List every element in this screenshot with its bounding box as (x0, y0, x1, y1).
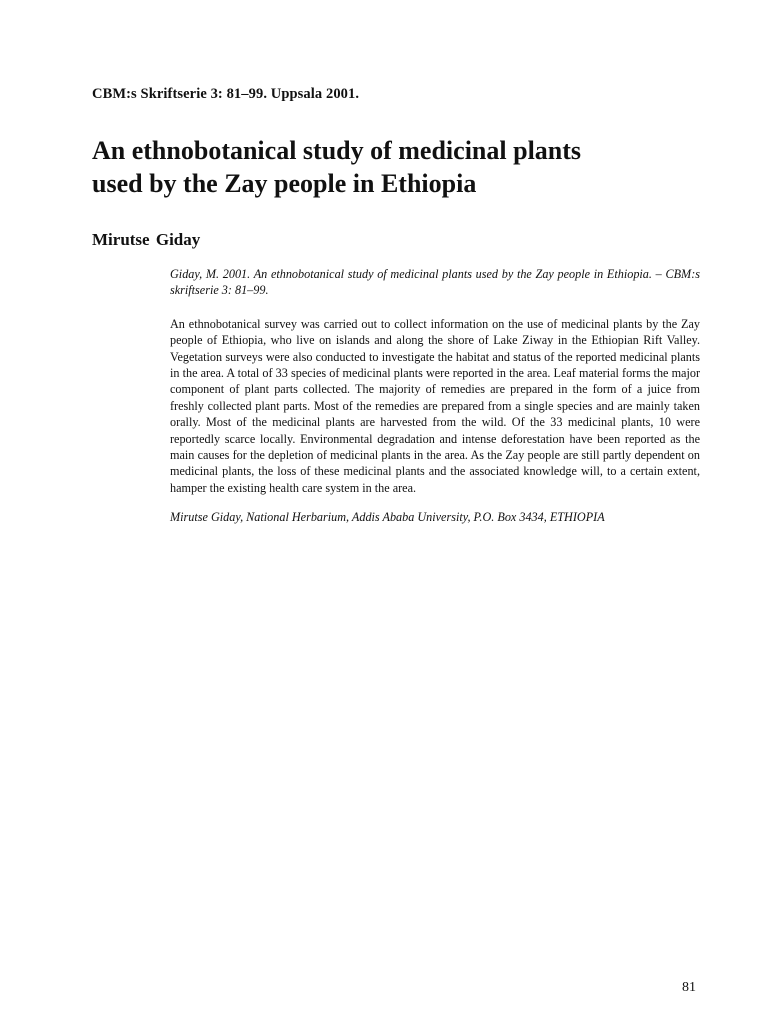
page-number: 81 (682, 980, 696, 995)
series-citation-header: CBM:s Skriftserie 3: 81–99. Uppsala 2001. (92, 86, 360, 102)
author-name: Mirutse Giday (92, 230, 201, 249)
article-title-line-2: used by the Zay people in Ethiopia (92, 169, 477, 198)
bibliographic-citation: Giday, M. 2001. An ethnobotanical study of medicinal plants used by the Zay people in Ethiopia. – CBM:s skriftserie 3: 81–99. (170, 267, 700, 298)
abstract-text: An ethnobotanical survey was carried out to collect information on the use of medicinal plants by the Zay people of Ethiopia, who live on islands and along the shore of Lake Ziway in the Ethiopian Rift Valley. Vegetation surveys were also conducted to investigate the habitat and status of the reported medicinal plants in the area. A total of 33 species of medicinal plants were reported in the area. Leaf material forms the major component of plant parts collected. The majority of remedies are prepared in the form of a juice from freshly collected plant parts. Most of the remedies are prepared from a single species and are mainly taken orally. Most of the medicinal plants are harvested from the wild. Of the 33 medicinal plants, 10 were reportedly scarce locally. Environmental degradation and intense deforestation have been reported as the main causes for the depletion of medicinal plants in the area. As the Zay people are still partly dependent on medicinal plants, the loss of these medicinal plants and the associated knowledge will, to a certain extent, hamper the existing health care system in the area. (170, 316, 700, 495)
article-title-line-1: An ethnobotanical study of medicinal plants (92, 136, 582, 165)
article-title (92, 134, 712, 200)
abstract-section (170, 266, 700, 526)
author-address: Mirutse Giday, National Herbarium, Addis Ababa University, P.O. Box 3434, ETHIOPIA (170, 510, 605, 525)
